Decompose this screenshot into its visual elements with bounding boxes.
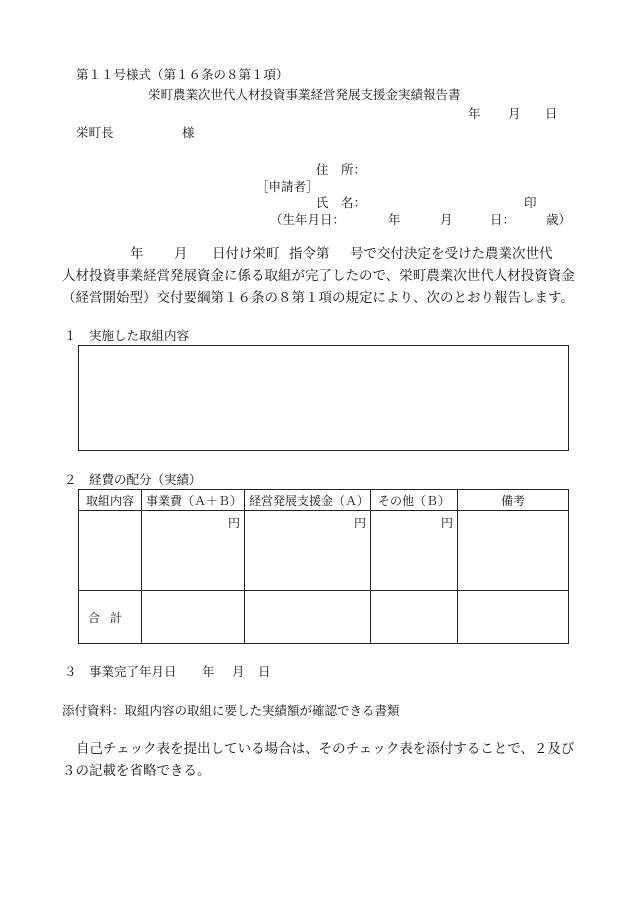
completion-day: 日 — [258, 664, 271, 679]
para-year: 年 — [130, 246, 144, 262]
attachment-note: 添付資料：取組内容の取組に要した実績額が確認できる書類 — [62, 703, 400, 718]
remarks-cell[interactable] — [458, 511, 569, 591]
name-label: 氏 名： — [316, 195, 367, 210]
birth-month: 月 — [440, 212, 453, 227]
expense-header-row — [79, 490, 569, 511]
expense-table — [78, 489, 569, 644]
note-line-1: 自己チェック表を提出している場合は、そのチェック表を添付することで、２及び — [76, 741, 575, 757]
activity-content-box[interactable] — [78, 345, 569, 451]
seal-mark: 印 — [524, 195, 537, 210]
header-remarks: 備考 — [458, 490, 569, 511]
section2-heading: ２ 経費の配分（実績） — [64, 472, 202, 487]
date-year: 年 — [468, 106, 481, 121]
yen-unit: 円 — [440, 516, 453, 530]
activity-cell[interactable] — [79, 511, 142, 591]
header-project-cost: 事業費（Ａ＋Ｂ） — [142, 490, 245, 511]
date-day: 日 — [545, 106, 558, 121]
honorific: 様 — [182, 125, 195, 140]
addressee: 栄町長 — [76, 125, 114, 140]
yen-unit: 円 — [227, 516, 240, 530]
yen-unit: 円 — [353, 516, 366, 530]
birth-label: （生年月日： — [270, 212, 346, 227]
address-label: 住 所： — [316, 162, 367, 177]
completion-date-label: ３ 事業完了年月日 — [64, 664, 177, 679]
para-line-2: 人材投資事業経営発展資金に係る取組が完了したので、栄町農業次世代人材投資資金 — [62, 268, 575, 284]
para-number-text: 号で交付決定を受けた農業次世代 — [350, 246, 553, 262]
para-date-text: 日付け栄町 — [212, 246, 280, 262]
expense-row — [79, 511, 569, 591]
note-line-2: ３の記載を省略できる。 — [62, 763, 211, 779]
total-remarks-cell[interactable] — [458, 591, 569, 644]
para-month: 月 — [174, 246, 188, 262]
date-month: 月 — [508, 106, 521, 121]
header-subsidy: 経営発展支援金（Ａ） — [245, 490, 371, 511]
total-label: 合計 — [79, 591, 142, 644]
total-row — [79, 591, 569, 644]
total-project-cost-cell[interactable] — [142, 591, 245, 644]
age-label: 歳） — [546, 212, 572, 227]
birth-year: 年 — [388, 212, 401, 227]
completion-year: 年 — [202, 664, 215, 679]
subsidy-cell[interactable] — [245, 511, 371, 591]
applicant-bracket-label: ［申請者］ — [256, 179, 319, 194]
header-activity: 取組内容 — [79, 490, 142, 511]
project-cost-cell[interactable] — [142, 511, 245, 591]
total-other-cell[interactable] — [371, 591, 458, 644]
header-other: その他（Ｂ） — [371, 490, 458, 511]
section1-heading: １ 実施した取組内容 — [64, 328, 190, 343]
birth-day: 日： — [490, 212, 516, 227]
total-subsidy-cell[interactable] — [245, 591, 371, 644]
completion-month: 月 — [232, 664, 245, 679]
document-title: 栄町農業次世代人材投資事業経営発展支援金実績報告書 — [148, 87, 461, 102]
para-line-3: （経営開始型）交付要綱第１６条の８第１項の規定により、次のとおり報告します。 — [62, 290, 574, 306]
para-directive-text: 指令第 — [289, 246, 330, 262]
other-cell[interactable] — [371, 511, 458, 591]
form-number: 第１１号様式（第１６条の８第１項） — [76, 67, 289, 82]
